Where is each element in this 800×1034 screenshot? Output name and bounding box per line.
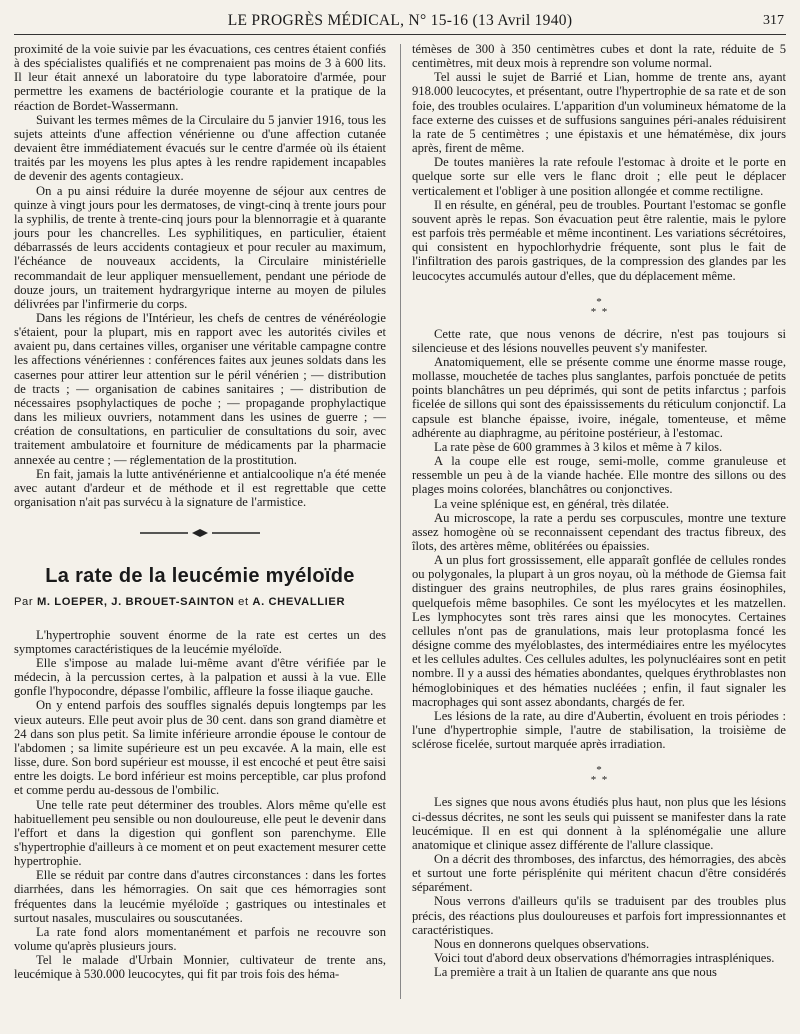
paragraph: Dans les régions de l'Intérieur, les chefs de centres de vénéréologie s'étaient, pour la plupart, mis en rapport avec les autorités civiles et avaient pu, dans certaines villes, organiser une véritable campagne contre les affections vénériennes : conférences faites aux jeunes soldats dans les casernes pour attirer leur attention sur le péril vénérien ; — distribution de tracts ; — organisation de cabines sanitaires ; — distribution de nécessaires psophylactiques de poche ; — propagande prophylactique dans les milieux ouvriers, notamment dans les usines de guerre ; — création de consultations, en particulier de consultations du soir, avec traitement ambulatoire et fourniture de médicaments par la pharmacie annexée au centre ; — réglementation de la prostitution.	[14, 310, 386, 467]
paragraph: Les signes que nous avons étudiés plus haut, non plus que les lésions ci-dessus décrites, ne sont les seuls qui puissent se manifester dans la rate leucémique. Il en est qui donnent à la splénomégalie une allure anatomique et clinique assez différente de l'allure classique.	[412, 795, 786, 852]
right-column	[412, 42, 786, 979]
paragraph: Cette rate, que nous venons de décrire, n'est pas toujours si silencieuse et des lésions nouvelles peuvent s'y manifester.	[412, 326, 786, 355]
paragraph: Tel le malade d'Urbain Monnier, cultivateur de trente ans, leucémique à 530.000 leucocytes, qui fit par trois fois des héma-	[14, 953, 386, 982]
byline-prefix: Par	[14, 596, 34, 609]
paragraph: L'hypertrophie souvent énorme de la rate est certes un des symptomes caractéristiques de la leucémie myéloïde.	[14, 627, 386, 656]
paragraph: Il en résulte, en général, peu de troubles. Pourtant l'estomac se gonfle souvent après le repas. Son évacuation peut être ralentie, mais le pylore est parfois très perméable et même incontinent. Les variations sécrétoires, qui consistent en hypochlorhydrie fréquente, sont plus le fait de l'infiltration des parois gastriques, de la compression des glandes par les leucocytes accumulés autour d'elles, que du déplacement même.	[412, 197, 786, 283]
paragraph: Les lésions de la rate, au dire d'Aubertin, évoluent en trois périodes : l'une d'hypertrophie simple, l'autre de stabilisation, la troisième de sclérose ficelée, surtout marquée après irradiation.	[412, 708, 786, 752]
paragraph: La veine splénique est, en général, très dilatée.	[434, 496, 669, 511]
page-header	[14, 12, 786, 35]
journal-title: LE PROGRÈS MÉDICAL, N° 15-16 (13 Avril 1940)	[227, 12, 573, 29]
paragraph: A la coupe elle est rouge, semi-molle, comme granuleuse et ressemble un peu à de la viande hachée. Elle montre des sillons ou des plages moins colorées, blanchâtres ou conjonctives.	[412, 454, 786, 497]
paragraph: Nous en donnerons quelques observations.	[434, 936, 650, 951]
asterism-separator: * * *	[590, 295, 608, 318]
byline-last-author: A. CHEVALLIER	[252, 596, 346, 609]
asterism-separator: * * *	[590, 764, 608, 787]
paragraph: Elle se réduit par contre dans d'autres circonstances : dans les fortes diarrhées, dans les hémorragies. On sait que ces hémorragies sont fréquentes dans la leucémie myéloïde ; gastriques ou intestinales et surtout nasales, musculaires ou souscutanées.	[14, 868, 386, 925]
paragraph: La première a trait à un Italien de quarante ans que nous	[434, 965, 717, 980]
paragraph: Nous verrons d'ailleurs qu'ils se traduisent par des troubles plus précis, des réactions plus douloureuses et parfois fort impressionnantes et caractéristiques.	[412, 894, 786, 937]
article-title: La rate de la leucémie myéloïde	[45, 565, 355, 588]
page-number: 317	[763, 13, 784, 28]
paragraph: témèses de 300 à 350 centimètres cubes et dont la rate, réduite de 5 centimètres, mit deux mois à reprendre son volume normal.	[412, 42, 786, 71]
byline-authors: M. LOEPER, J. BROUET-SAINTON	[36, 596, 235, 609]
paragraph: Une telle rate peut déterminer des troubles. Alors même qu'elle est habituellement peu sensible ou non douloureuse, elle peut le devenir dans l'effort et dans la digestion qui gonflent son parenchyme. Elle s'hypertrophie d'ailleurs à ce moment et on peut exactement mesurer cette hypertrophie.	[14, 797, 386, 869]
paragraph: Au microscope, la rate a perdu ses corpuscules, montre une texture assez homogène où se reconnaissent cependant des tractus fibreux, des îlots, des artères même, oblitérées ou épaissies.	[412, 510, 786, 553]
left-column	[14, 42, 386, 982]
paragraph: Suivant les termes mêmes de la Circulaire du 5 janvier 1916, tous les sujets atteints d'une affection vénérienne ou d'une affection cutanée devaient être immédiatement évacués sur le centre d'armée où ils étaient traités par les moyens les plus aptes à les rendre rapidement incapables de devenir des agents contagieux.	[14, 112, 386, 184]
article-byline	[14, 595, 386, 609]
paragraph: Voici tout d'abord deux observations d'hémorragies intraspléniques.	[434, 951, 775, 966]
paragraph: Elle s'impose au malade lui-même avant d'être vérifiée par le médecin, à la percussion certes, à la palpation et aussi à la vue. Elle gonfle l'hypocondre, dépasse l'ombilic, affleure la fosse iliaque gauche.	[14, 655, 386, 699]
paragraph: La rate fond alors momentanément et parfois ne recouvre son volume qu'après plusieurs jours.	[14, 924, 386, 954]
byline-and: et	[238, 596, 249, 609]
paragraph: Anatomiquement, elle se présente comme une énorme masse rouge, mollasse, mouchetée de taches plus sanglantes, parfois ponctuée de petits points blanchâtres un peu déprimés, qui sont de petits infarctus ; parfois ficelée de sillons qui sont des épaississements du réticulum conjonctif. La capsule est blanche épaisse, ivoire, inégale, tomenteuse, et même adhérente au diaphragme, au péritoine postérieur, à l'estomac.	[412, 354, 786, 440]
column-divider	[400, 44, 401, 999]
paragraph: En fait, jamais la lutte antivénérienne et antialcoolique n'a été menée avec autant d'ardeur et de méthode et il est regrettable que cette organisation n'ait pas survécu à la signature de l'armistice.	[14, 466, 386, 509]
paragraph: On a décrit des thromboses, des infarctus, des hémorragies, des abcès et surtout une forte périsplénite qui méritent chacun d'être considérés séparément.	[412, 851, 786, 895]
paragraph: De toutes manières la rate refoule l'estomac à droite et le porte en quelque sorte sur elle vers le flanc droit ; elle peut le déplacer verticalement et l'obliger à une position allongée et comme rectiligne.	[412, 155, 786, 198]
paragraph: A un plus fort grossissement, elle apparaît gonflée de cellules rondes ou polygonales, la plupart à un gros noyau, où la méthode de Giemsa fait distinguer des grains neutrophiles, de plus rares grains éosinophiles, quelquefois même basophiles. Ce sont les myélocytes et les matzellen. Les lymphocytes sont très rares ainsi que les monocytes. Certaines cellules n'ont pas de granulations, mais leur protoplasma foncé les désigne comme des myéloblastes, des intermédiaires entre les myélocytes et les cellules adultes. Ces cellules adultes, les polynucléaires sont en petit nombre. Il y a aussi des hématies abondantes, quelques érythroblastes non hémoglobiniques et des hématies nucléées ; enfin, il faut signaler les macrophages qui sont assez abondants, chargés de fer.	[412, 553, 786, 709]
paragraph: On a pu ainsi réduire la durée moyenne de séjour aux centres de quinze à vingt jours pour les dermatoses, de vingt-cinq à trente jours pour la syphilis, de trente à trente-cinq jours pour la blennorragie et à quarante jours pour les chancrelles. Les syphilitiques, en particulier, étaient débarrassés de leurs accidents contagieux et pour reculer au maximum, l'échéance de nouveaux accidents, la Circulaire ministérielle recommandait de leur appliquer mensuellement, pendant une période de douze jours, un traitement hydrargyrique interne au moyen de pilules délivrées par l'infirmerie du corps.	[14, 183, 386, 311]
paragraph: On y entend parfois des souffles signalés depuis longtemps par les vieux auteurs. Elle peut avoir plus de 30 cent. dans son grand diamètre et 24 dans son plus petit. Sa limite inférieure arrondie épouse le contour de l'abdomen ; sa limite supérieure est un peu excavée. A la main, elle est lisse, dure. Son bord supérieur est mousse, il est encoché et peut être saisi entre les doigts. Le bord inférieur est moins perceptible, car plus profond et comme perdu au-dessous de l'ombilic.	[14, 698, 386, 798]
section-ornament	[14, 527, 386, 541]
paragraph: La rate pèse de 600 grammes à 3 kilos et même à 7 kilos.	[434, 439, 723, 454]
paragraph: Tel aussi le sujet de Barrié et Lian, homme de trente ans, ayant 918.000 leucocytes, et présentant, outre l'hypertrophie de sa rate et de son foie, des troubles oculaires. L'apparition d'un volumineux hématome de la face externe des cuisses et de suffusions sanguines péri-anales réduisirent la rate de 5 centimètres ; une épistaxis et une hématémèse, dix jours après, firent de même.	[412, 70, 786, 156]
paragraph: proximité de la voie suivie par les évacuations, ces centres étaient confiés à des spécialistes qualifiés et ne comprenaient pas moins de 3 à 600 lits. Il leur était annexé un laboratoire du type laboratoire d'armée, pour permettre les examens de bactériologie courante et la pratique de la réaction de Bordet-Wassermann.	[14, 42, 386, 113]
